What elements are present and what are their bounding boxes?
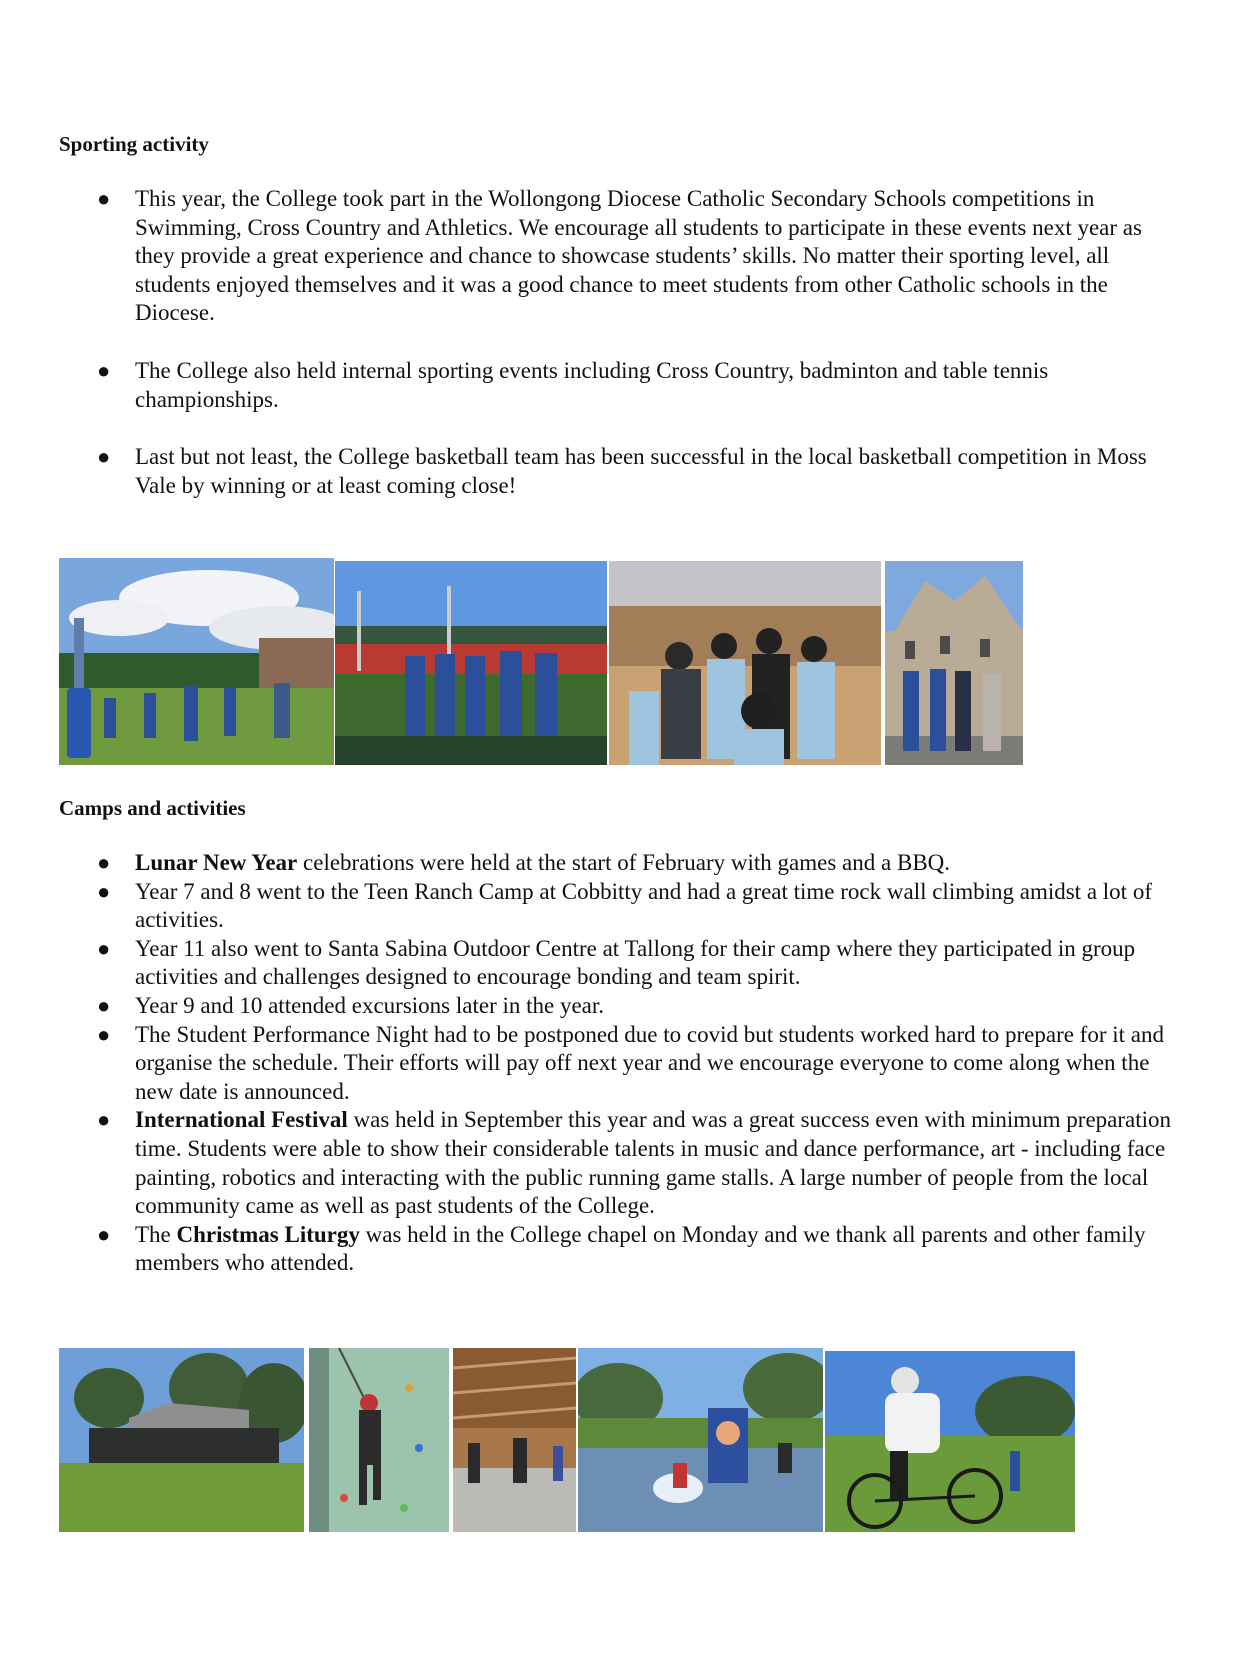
rock-climbing-photo — [309, 1348, 449, 1532]
list-item: ● Year 11 also went to Santa Sabina Outdoor Centre at Tallong for their camp where they participated in group activities and challenges designed to encourage bonding and team spirit. — [97, 935, 1136, 990]
bullet-icon: ● — [97, 1021, 111, 1047]
camps-list — [0, 849, 1239, 1278]
sporting-list — [0, 185, 1239, 529]
sports-field-photo — [59, 558, 334, 765]
bullet-icon: ● — [97, 992, 111, 1018]
list-item: ● Lunar New Year celebrations were held at the start of February with games and a BBQ. — [0, 849, 1175, 878]
bullet-icon: ● — [97, 444, 111, 470]
camps-activities-heading: Camps and activities — [59, 796, 246, 820]
bullet-icon: ● — [97, 1221, 111, 1247]
list-item: ● This year, the College took part in the Wollongong Diocese Catholic Secondary Schools competitions in Swimming, Cross Country and Athletics. We encourage all students to participate in these events next year as they provide a great experience and chance to showcase students’ skills. No matter their sporting level, all students enjoyed themselves and it was a good chance to meet students from other Catholic schools in the Diocese. — [97, 186, 1142, 326]
list-item: ● The College also held internal sporting events including Cross Country, badminton and table tennis championships. — [97, 357, 1049, 412]
list-item: ● Last but not least, the College basketball team has been successful in the local basketball competition in Moss Vale by winning or at least coming close! — [97, 444, 1147, 498]
list-item: ● Year 7 and 8 went to the Teen Ranch Camp at Cobbitty and had a great time rock wall climbing amidst a lot of activities. — [97, 878, 1152, 933]
bullet-icon: ● — [97, 357, 111, 383]
list-item: ● The Student Performance Night had to be postponed due to covid but students worked hard to prepare for it and organise the schedule. Their efforts will pay off next year and we encourage everyone to come along when the new date is announced. — [97, 1021, 1164, 1104]
cycling-photo — [825, 1351, 1075, 1532]
bullet-icon: ● — [97, 935, 111, 961]
bullet-icon: ● — [97, 878, 111, 904]
water-game-photo — [578, 1348, 823, 1532]
list-item: ● The Christmas Liturgy was held in the College chapel on Monday and we thank all parents and other family members who attended. — [97, 1221, 1146, 1276]
camp-group-photo — [59, 1348, 304, 1532]
sporting-activity-heading: Sporting activity — [59, 132, 209, 156]
bullet-icon: ● — [97, 186, 111, 211]
athletics-track-photo — [335, 561, 607, 765]
bullet-icon: ● — [97, 1107, 111, 1133]
award-winners-photo — [885, 561, 1023, 765]
basketball-team-photo — [609, 561, 881, 765]
list-item: ● International Festival was held in September this year and was a great success even with minimum preparation time. Students were able to show their considerable talents in music and dance performance, art - including face painting, robotics and interacting with the public running game stalls. A large number of people from the local community came as well as past students of the College. — [97, 1107, 1172, 1219]
list-item: ● Year 9 and 10 attended excursions later in the year. — [0, 992, 1175, 1021]
bullet-icon: ● — [97, 850, 111, 875]
indoor-hall-photo — [453, 1348, 576, 1532]
